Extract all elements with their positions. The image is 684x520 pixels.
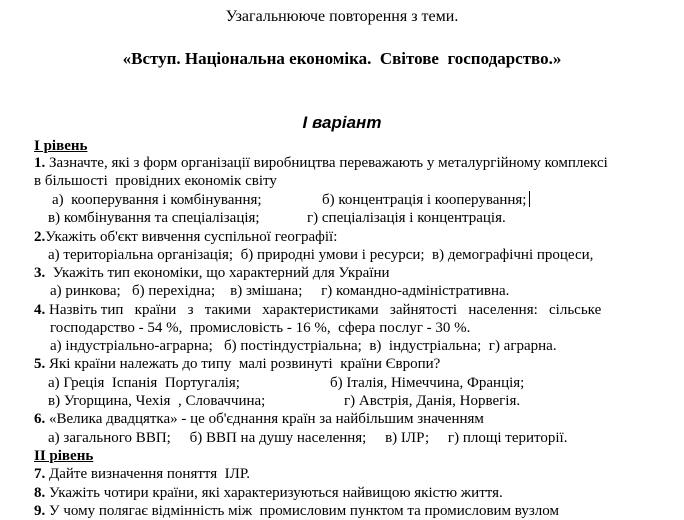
question-number: 7. [34, 466, 46, 482]
question-text: Які країни належать до типу малі розвинуті країни Європи? [45, 356, 441, 372]
level-1-label: І рівень [34, 138, 88, 154]
question-text: У чому полягає відмінність між промисловим пунктом та промисловим вузлом [45, 503, 559, 519]
doc-title: Узагальнююче повторення з теми. [225, 8, 459, 25]
question-3 [34, 264, 390, 282]
option-text: б) концентрація і кооперування; [322, 192, 527, 208]
question-number: 3. [34, 265, 46, 281]
question-5 [34, 355, 440, 373]
q1-option-a: а) кооперування і комбінування; [52, 192, 262, 208]
question-number: 8. [34, 485, 46, 501]
question-number: 1. [34, 155, 46, 171]
question-4-line-2: господарство - 54 %, промисловість - 16 %, сфера послуг - 30 %. [50, 320, 471, 336]
q5-option-b: б) Італія, Німеччина, Франція; [330, 375, 525, 391]
q5-option-d: г) Австрія, Данія, Норвегія. [344, 393, 521, 409]
question-9 [34, 502, 559, 520]
question-8 [34, 484, 503, 502]
question-text: Дайте визначення поняття ІЛР. [45, 466, 251, 482]
question-text: Укажіть тип економіки, що характерний для України [45, 265, 390, 281]
question-text: Укажіть чотири країни, які характеризуються найвищою якістю життя. [45, 485, 503, 501]
variant-heading: І варіант [302, 113, 382, 132]
question-6 [34, 410, 484, 428]
doc-subtitle: «Вступ. Національна економіка. Світове господарство.» [122, 49, 562, 68]
question-number: 9. [34, 503, 46, 519]
text-cursor [529, 191, 530, 207]
question-text: Зазначте, які з форм організації виробництва переважають у металургійному комплексі [45, 155, 608, 171]
q3-options: а) ринкова; б) перехідна; в) змішана; г) командно-адміністративна. [50, 283, 510, 299]
question-number: 4. [34, 302, 46, 318]
level-2-label: ІІ рівень [34, 448, 94, 464]
question-number: 2. [34, 229, 46, 245]
question-text: «Велика двадцятка» - це об'єднання країн за найбільшим значенням [45, 411, 484, 427]
question-2 [34, 228, 337, 246]
question-text: Назвіть тип країни з такими характеристиками зайнятості населення: сільське [45, 302, 602, 318]
question-1-line-1 [34, 154, 608, 172]
q1-option-b [322, 191, 530, 209]
q1-option-c: в) комбінування та спеціалізація; [48, 210, 260, 226]
question-4-line-1 [34, 301, 601, 319]
question-1-line-2: в більшості провідних економік світу [34, 173, 277, 189]
q6-options: а) загального ВВП; б) ВВП на душу населення; в) ІЛР; г) площі території. [48, 430, 568, 446]
question-7 [34, 465, 250, 483]
question-number: 6. [34, 411, 46, 427]
question-text: Укажіть об'єкт вивчення суспільної географії: [45, 229, 338, 245]
q5-option-a: а) Греція Іспанія Португалія; [48, 375, 240, 391]
q5-option-c: в) Угорщина, Чехія , Словаччина; [48, 393, 266, 409]
q1-option-d: г) спеціалізація і концентрація. [307, 210, 506, 226]
question-number: 5. [34, 356, 46, 372]
q2-options: а) територіальна організація; б) природні умови і ресурси; в) демографічні процеси, [48, 247, 594, 263]
q4-options: а) індустріально-аграрна; б) постіндустріальна; в) індустріальна; г) аграрна. [50, 338, 557, 354]
